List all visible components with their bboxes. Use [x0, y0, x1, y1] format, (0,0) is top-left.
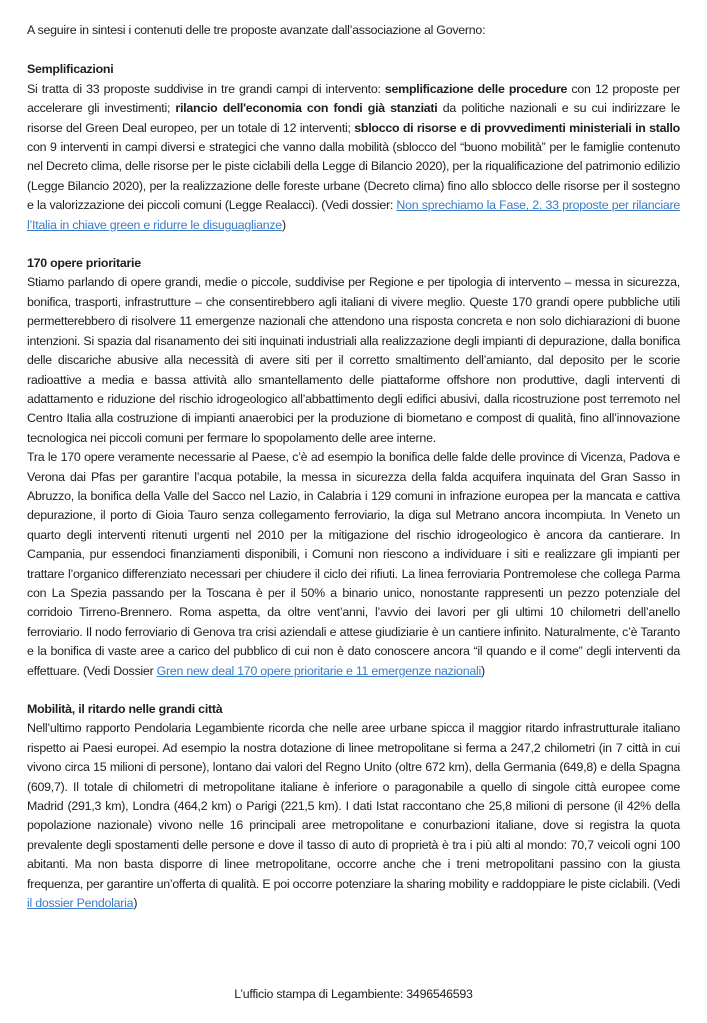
section-mobilita: [27, 700, 680, 913]
text-run: ): [481, 663, 485, 678]
section-170-opere: [27, 254, 680, 681]
bold-text: semplificazione delle procedure: [384, 81, 568, 96]
section-semplificazioni: [27, 60, 680, 235]
text-run: Si tratta di 33 proposte suddivise in tre grandi campi di intervento:: [27, 81, 385, 96]
dossier-link-170-opere[interactable]: Gren new deal 170 opere prioritarie e 11 emergenze nazionali: [156, 663, 481, 678]
bold-text: rilancio dell'economia con fondi già stanziati: [175, 101, 438, 116]
text-run: ): [133, 896, 138, 911]
text-run: da politiche nazionali e su cui indirizzare le risorse del Green Deal europeo, per un totale di 12 interventi;: [27, 101, 680, 135]
section-paragraph: Stiamo parlando di opere grandi, medie o piccole, suddivise per Regione e per tipologia di intervento – messa in sicurezza, bonifica, trasporti, infrastrutture – che consentirebbero agli italiani di vivere meglio. Queste 170 grandi opere pubbliche utili permetterebbero di risolvere 11 emergenze nazionali che attendono una risposta concreta e non solo dichiarazioni di buone intenzioni. Si spazia dal risanamento dei siti inquinati industriali alla realizzazione degli impianti di depurazione, dalla bonifica delle discariche abusive alla necessità di avere siti per il corretto smaltimento dell’amianto, dal deposito per le scorie radioattive a media e bassa attività allo smantellamento delle piattaforme offshore non produttive, dagli interventi di adattamento e riduzione del rischio idrogeologico all’abbattimento degli edifici abusivi, dalla ricostruzione post terremoto nel Centro Italia alla costruzione di impianti anaerobici per la produzione di biometano e compost di qualità, fino all’innovazione tecnologica nei piccoli comuni per fermare lo spopolamento delle aree interne.: [27, 275, 680, 445]
intro-text: A seguire in sintesi i contenuti delle tre proposte avanzate dall’associazione al Governo:: [27, 23, 486, 37]
text-run: con 9 interventi in campi diversi e strategici che vanno dalla mobilità (sblocco del “buono mobilità” per le famiglie contenuto nel Decreto clima, delle risorse per le piste ciclabili della Legge di Bilancio 2020), per la riqualificazione del patrimonio edilizio (Legge Bilancio 2020), per la realizzazione delle foreste urbane (Decreto clima) fino allo sblocco delle risorse per il sostegno e la valorizzazione dei piccoli comuni (Legge Realacci). (Vedi dossier:: [27, 140, 680, 213]
text-run: con 12 proposte per accelerare gli investimenti;: [27, 81, 680, 116]
text-run: ): [281, 217, 286, 232]
section-heading: Mobilità, il ritardo nelle grandi città: [27, 702, 223, 716]
section-paragraph: [27, 80, 680, 235]
bold-text: sblocco di risorse e di provvedimenti ministeriali in stallo: [354, 120, 680, 135]
text-run: Tra le 170 opere veramente necessarie al Paese, c’è ad esempio la bonifica delle falde delle province di Vicenza, Padova e Verona dai Pfas per garantire l’acqua potabile, la messa in sicurezza della falda acquifera inquinata del Gran Sasso in Abruzzo, la bonifica della Valle del Sacco nel Lazio, in Calabria i 129 comuni in infrazione europea per la mancata e cattiva depurazione, il porto di Gioia Tauro senza collegamento ferroviario, la diga sul Metrano ancora incompiuta. In Veneto un quarto degli interventi ritenuti urgenti nel 2010 per la mitigazione del rischio idrogeologico è ancora da cantierare. In Campania, pur essendoci finanziamenti disponibili, i Comuni non riescono a individuare i siti e realizzare gli impianti per trattare l’organico differenziato necessari per chiudere il ciclo dei rifiuti. La linea ferroviaria Pontremolese che collega Parma con La Spezia passando per la Toscana è per il 50% a binario unico, nonostante rappresenti un pezzo potenziale del corridoio Tirreno-Brennero. Roma aspetta, da oltre vent’anni, l’avvio dei lavori per gli ultimi 10 chilometri dell’anello ferroviario. Il nodo ferroviario di Genova tra crisi aziendali e attese giudiziarie è un cantiere infinito. Naturalmente, c’è Taranto e la bonifica di vaste aree a carico del pubblico di cui non è dato conoscere ancora “il quando e il come” degli interventi da effettuare. (Vedi Dossier: [27, 450, 680, 678]
section-paragraph: [27, 719, 680, 913]
section-paragraph: [27, 448, 680, 681]
section-heading: 170 opere prioritarie: [27, 256, 141, 271]
text-run: Nell’ultimo rapporto Pendolaria Legambiente ricorda che nelle aree urbane spicca il maggior ritardo infrastrutturale italiano rispetto ai Paesi europei. Ad esempio la nostra dotazione di linee metropolitane si ferma a 247,2 chilometri (in 7 città in cui vivono circa 15 milioni di persone), lontano dai valori del Regno Unito (oltre 672 km), della Germania (649,8) e della Spagna (609,7). Il totale di chilometri di metropolitane italiane è inferiore o paragonabile a quello di singole città europee come Madrid (291,3 km), Londra (464,2 km) o Parigi (221,5 km). I dati Istat raccontano che 25,8 milioni di persone (il 42% della popolazione nazionale) vivono nelle 16 principali aree metropolitane e conurbazioni italiane, dove si registra la quota prevalente degli spostamenti delle persone e dove il tasso di auto di proprietà è tra i più alti al mondo: 70,7 veicoli ogni 100 abitanti. Ma non basta disporre di linee metropolitane, occorre anche che i treni metropolitani passino con la giusta frequenza, per garantire un’offerta di qualità. E poi occorre potenziare la sharing mobility e raddoppiare le piste ciclabili. (Vedi: [27, 721, 680, 891]
dossier-link-pendolaria[interactable]: il dossier Pendolaria: [27, 896, 134, 911]
section-heading: Semplificazioni: [27, 62, 114, 77]
press-office-footer: L’ufficio stampa di Legambiente: 3496546593: [234, 987, 473, 1001]
dossier-link-semplificazioni[interactable]: Non sprechiamo la Fase, 2. 33 proposte per rilanciare l’Italia in chiave green e ridurre le disuguaglianze: [27, 198, 680, 232]
